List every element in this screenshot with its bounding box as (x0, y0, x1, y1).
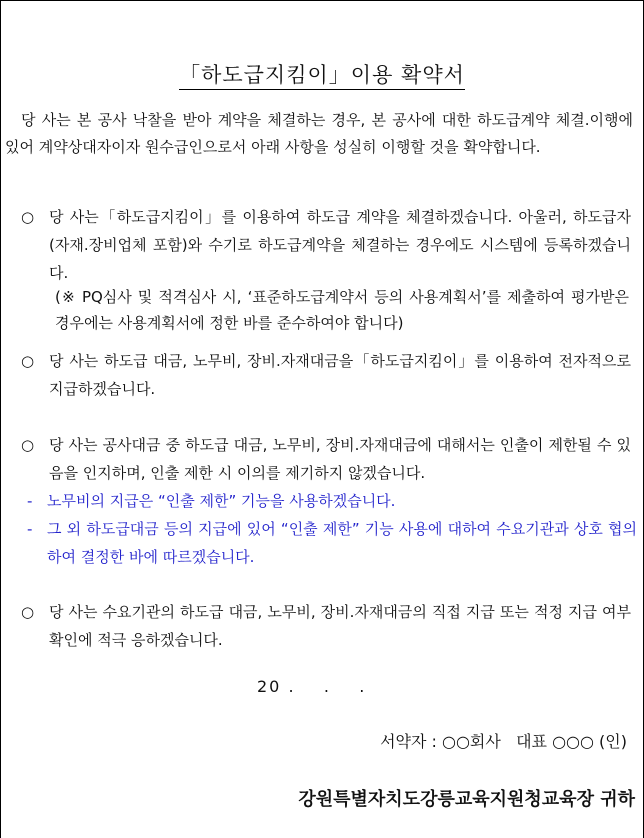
pledge-item-4 (21, 598, 631, 654)
pq-note: (※ PQ심사 및 적격심사 시, ‘표준하도급계약서 등의 사용계획서’를 제출하여 평가받은 경우에는 사용계획서에 정한 바를 준수하여야 합니다) (55, 288, 629, 332)
pledge-item-3 (21, 431, 631, 487)
circle-bullet-icon: ○ (21, 208, 35, 226)
blue-subitem-text: 노무비의 지급은 “인출 제한” 기능을 사용하겠습니다. (47, 492, 396, 510)
pledge-item-text: 당 사는 수요기관의 하도급 대금, 노무비, 장비.자재대금의 직접 지급 또는 적정 지급 여부 확인에 적극 응하겠습니다. (49, 603, 631, 649)
recipient-line: 강원특별자치도강릉교육지원청교육장 귀하 (298, 789, 635, 810)
blue-subitem-1 (27, 487, 637, 515)
document-title (1, 59, 643, 89)
dash-bullet-icon: - (27, 492, 33, 510)
dash-bullet-icon: - (27, 520, 33, 538)
pledge-item-2 (21, 347, 631, 403)
pledge-item-1 (21, 203, 631, 287)
pledge-item-text: 당 사는 공사대금 중 하도급 대금, 노무비, 장비.자재대금에 대해서는 인출이 제한될 수 있음을 인지하며, 인출 제한 시 이의를 제기하지 않겠습니다. (49, 436, 631, 482)
blue-subitem-2 (27, 515, 637, 571)
circle-bullet-icon: ○ (21, 352, 35, 370)
pledge-item-text: 당 사는 하도급 대금, 노무비, 장비.자재대금을「하도급지킴이」를 이용하여 전자적으로 지급하겠습니다. (49, 352, 631, 398)
blue-subitem-text: 그 외 하도급대금 등의 지급에 있어 “인출 제한” 기능 사용에 대하여 수요기관과 상호 협의하여 결정한 바에 따르겠습니다. (47, 520, 637, 566)
pledge-item-text: 당 사는「하도급지킴이」를 이용하여 하도급 계약을 체결하겠습니다. 아울러, 하도급자(자재.장비업체 포함)와 수기로 하도급계약을 체결하는 경우에도 시스템에 등록하겠습니다. (49, 208, 631, 282)
circle-bullet-icon: ○ (21, 436, 35, 454)
document-title-text: 「하도급지킴이」이용 확약서 (179, 63, 465, 90)
date-line: 20 . . . (257, 677, 367, 696)
intro-paragraph: 당 사는 본 공사 낙찰을 받아 계약을 체결하는 경우, 본 공사에 대한 하도급계약 체결.이행에 있어 계약상대자이자 원수급인으로서 아래 사항을 성실히 이행할 것을 확약합니다. (5, 111, 633, 156)
signer-line: 서약자 : ○○회사 대표 ○○○ (인) (380, 732, 627, 751)
circle-bullet-icon: ○ (21, 603, 35, 621)
